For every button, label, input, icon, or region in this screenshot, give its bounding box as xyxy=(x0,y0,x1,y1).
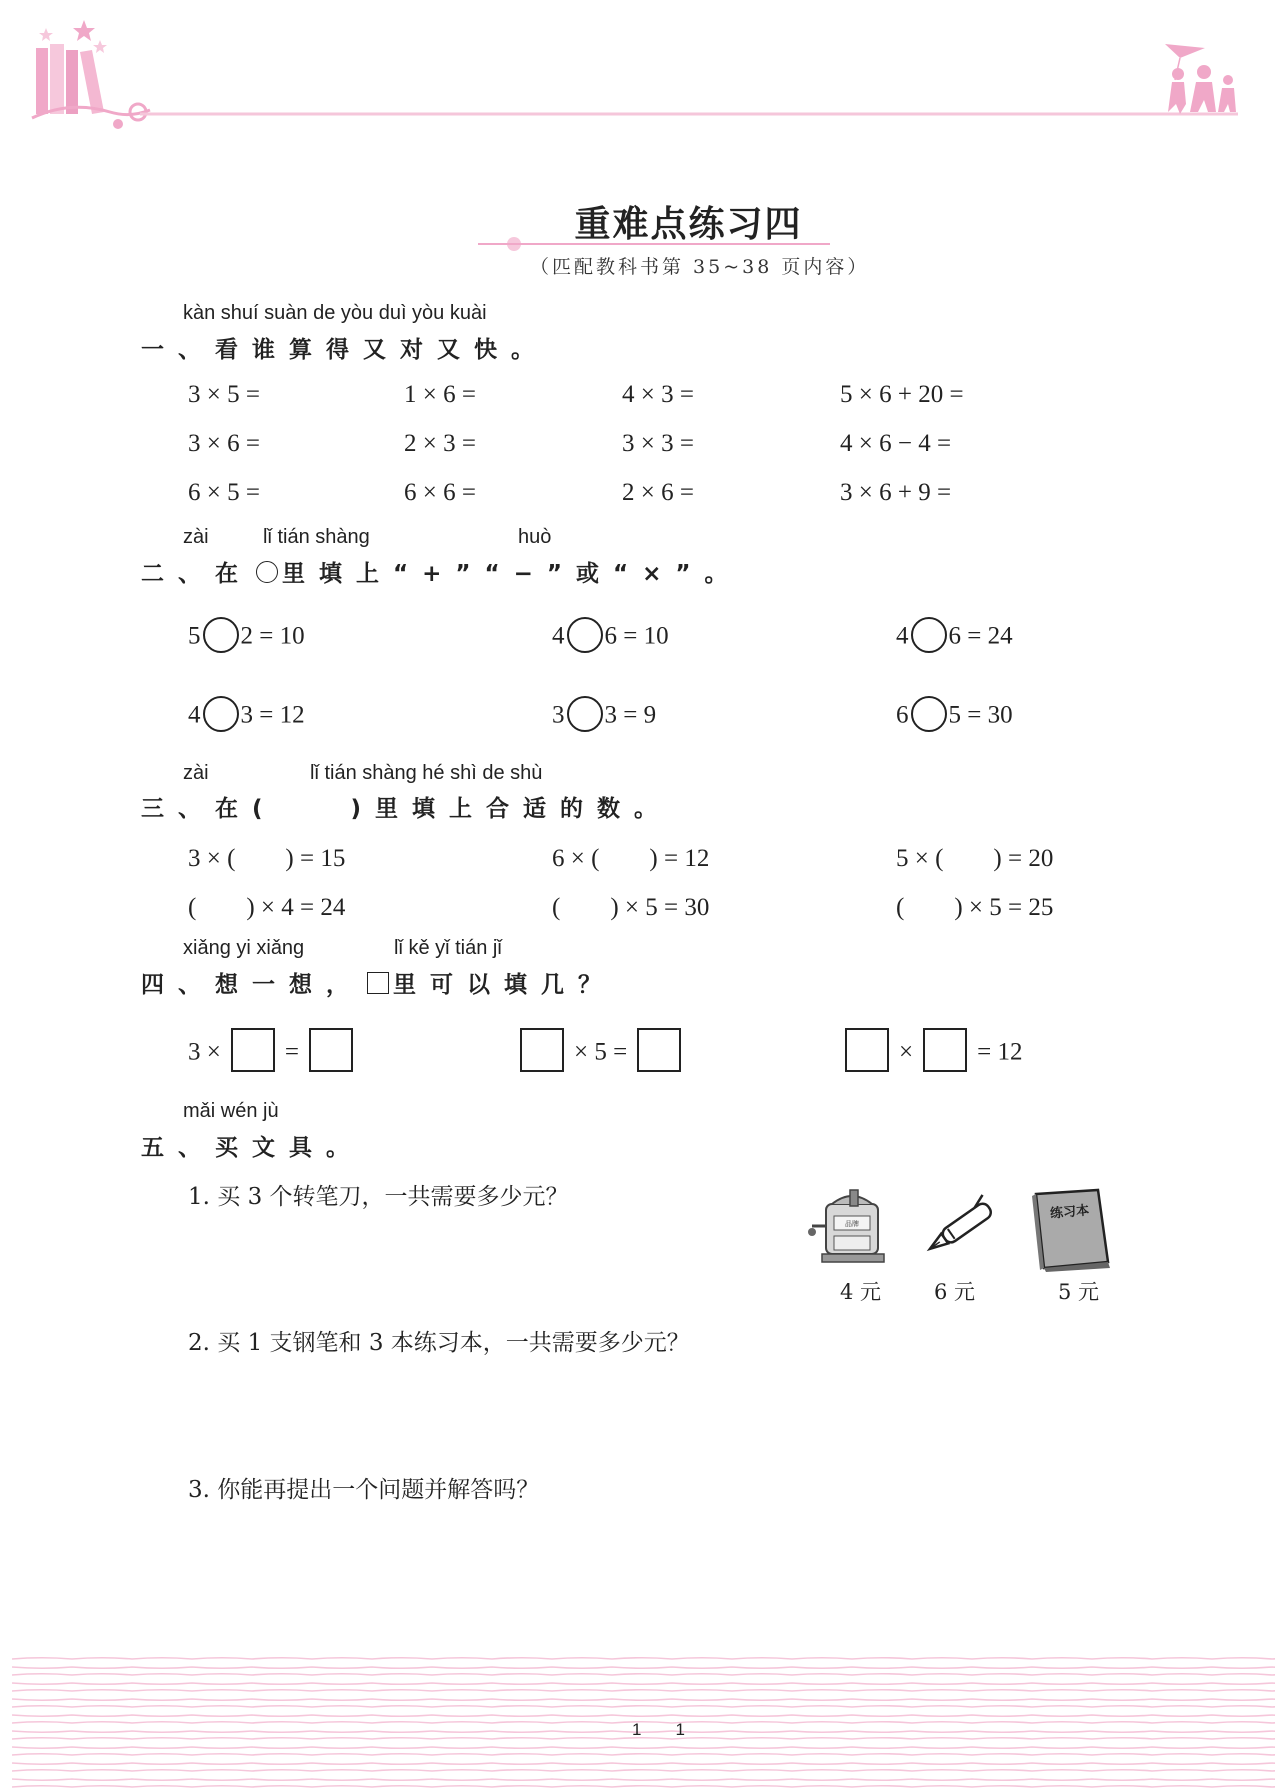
section4-heading xyxy=(141,966,615,999)
s2-operand: 6 = 10 xyxy=(604,622,669,650)
footer-wave-line xyxy=(12,1770,1275,1771)
question-3: 3. 你能再提出一个问题并解答吗？ xyxy=(188,1477,540,1503)
s1-equation: 6 × 5 = xyxy=(188,479,260,506)
section5-heading: 五、买文具。 xyxy=(141,1135,363,1161)
s4-text: × 5 = xyxy=(574,1038,628,1066)
s4-text: × xyxy=(899,1038,914,1066)
s2-operand: 5 xyxy=(188,622,201,650)
s3-equation[interactable]: ( ) × 4 = 24 xyxy=(188,894,346,921)
s4-text: = 12 xyxy=(977,1038,1023,1066)
s1-equation: 4 × 3 = xyxy=(622,381,694,408)
s1-equation: 5 × 6 + 20 = xyxy=(840,381,964,408)
footer-wave-line xyxy=(12,1667,1275,1668)
operator-circle-blank[interactable] xyxy=(567,617,603,653)
section5-pinyin: mǎi wén jù xyxy=(183,1100,279,1122)
answer-box[interactable] xyxy=(923,1028,967,1072)
answer-box[interactable] xyxy=(845,1028,889,1072)
footer-wave-line xyxy=(12,1658,1275,1659)
s2-operand: 4 xyxy=(188,701,201,729)
page-subtitle: （匹配教科书第 35~38 页内容） xyxy=(530,256,870,278)
footer-wave-line xyxy=(12,1699,1275,1700)
s1-equation: 3 × 6 + 9 = xyxy=(840,479,952,506)
s4-equation-1 xyxy=(188,1032,363,1076)
section1-heading: 一、看谁算得又对又快。 xyxy=(141,337,548,363)
page-number: 1 1 xyxy=(632,1720,685,1739)
section2-heading xyxy=(141,555,742,588)
answer-box[interactable] xyxy=(520,1028,564,1072)
page-title: 重难点练习四 xyxy=(574,203,803,245)
section3-pinyin-rest: lǐ tián shàng hé shì de shù xyxy=(310,762,543,784)
s2-item xyxy=(188,699,305,735)
operator-circle-blank[interactable] xyxy=(203,696,239,732)
section2-pinyin-tian: lǐ tián shàng xyxy=(263,526,370,548)
books-flower-icon xyxy=(32,20,150,129)
s1-equation: 3 × 5 = xyxy=(188,381,260,408)
s1-equation: 2 × 6 = xyxy=(622,479,694,506)
notebook-label: 练习本 xyxy=(1049,1203,1090,1222)
s3-equation[interactable]: 5 × ( ) = 20 xyxy=(896,845,1054,872)
s2-item xyxy=(896,620,1013,656)
s2-item xyxy=(188,620,305,656)
answer-box[interactable] xyxy=(637,1028,681,1072)
footer-wave-line xyxy=(12,1706,1275,1707)
footer-wave-line xyxy=(12,1683,1275,1684)
s3-equation[interactable]: ( ) × 5 = 30 xyxy=(552,894,710,921)
s3-equation[interactable]: ( ) × 5 = 25 xyxy=(896,894,1054,921)
square-icon xyxy=(367,972,389,994)
exercise-book-icon xyxy=(1028,1186,1116,1272)
circle-icon xyxy=(256,561,278,583)
s1-equation: 4 × 6 − 4 = xyxy=(840,430,952,457)
s4-equation-3 xyxy=(835,1032,1022,1076)
answer-box[interactable] xyxy=(231,1028,275,1072)
s1-equation: 3 × 6 = xyxy=(188,430,260,457)
question-2: 2. 买 1 支钢笔和 3 本练习本，一共需要多少元？ xyxy=(188,1330,690,1356)
s1-equation: 6 × 6 = xyxy=(404,479,476,506)
s4-text: 3 × xyxy=(188,1038,221,1066)
s1-equation: 2 × 3 = xyxy=(404,430,476,457)
operator-circle-blank[interactable] xyxy=(203,617,239,653)
s3-equation[interactable]: 6 × ( ) = 12 xyxy=(552,845,710,872)
sharpener-label: 品牌 xyxy=(845,1220,859,1228)
price-pen: 6 元 xyxy=(934,1280,976,1304)
section2-heading-b: 里填上“+”“−”或“×”。 xyxy=(282,561,742,587)
s2-operand: 3 xyxy=(552,701,565,729)
s2-item xyxy=(896,699,1013,735)
s1-equation: 3 × 3 = xyxy=(622,430,694,457)
footer-wave-line xyxy=(12,1754,1275,1755)
question-1: 1. 买 3 个转笔刀，一共需要多少元？ xyxy=(188,1184,569,1210)
s2-operand: 3 = 12 xyxy=(240,701,305,729)
s2-item xyxy=(552,699,656,735)
fountain-pen-icon xyxy=(912,1190,1008,1268)
s2-operand: 2 = 10 xyxy=(240,622,305,650)
section3-pinyin-zai: zài xyxy=(183,762,209,784)
s2-operand: 6 = 24 xyxy=(948,622,1013,650)
footer-wave-line xyxy=(12,1763,1275,1764)
footer-wave-line xyxy=(12,1786,1275,1787)
section4-heading-b: 里可以填几？ xyxy=(393,972,615,998)
s1-equation: 1 × 6 = xyxy=(404,381,476,408)
answer-box[interactable] xyxy=(309,1028,353,1072)
s2-item xyxy=(552,620,669,656)
section3-heading: 三、在( )里填上合适的数。 xyxy=(141,796,672,822)
s2-operand: 5 = 30 xyxy=(948,701,1013,729)
section4-pinyin-a: xiǎng yi xiǎng xyxy=(183,937,305,959)
operator-circle-blank[interactable] xyxy=(911,617,947,653)
section4-pinyin-b: lǐ kě yǐ tián jǐ xyxy=(394,937,502,959)
footer-wave-line xyxy=(12,1779,1275,1780)
price-notebook: 5 元 xyxy=(1058,1280,1100,1304)
header-decoration xyxy=(0,0,1287,140)
s2-operand: 4 xyxy=(896,622,909,650)
footer-wave-line xyxy=(12,1690,1275,1691)
s4-text: = xyxy=(284,1038,299,1066)
s2-operand: 6 xyxy=(896,701,909,729)
pencil-sharpener-icon xyxy=(806,1186,892,1270)
s2-operand: 4 xyxy=(552,622,565,650)
price-sharpener: 4 元 xyxy=(840,1280,882,1304)
s4-equation-2 xyxy=(510,1032,691,1076)
footer-wave-line xyxy=(12,1747,1275,1748)
title-underline xyxy=(470,236,840,252)
footer-wave-line xyxy=(12,1674,1275,1675)
operator-circle-blank[interactable] xyxy=(911,696,947,732)
s2-operand: 3 = 9 xyxy=(604,701,657,729)
section2-heading-a: 二、在 xyxy=(141,561,252,587)
section4-heading-a: 四、想一想， xyxy=(141,972,363,998)
operator-circle-blank[interactable] xyxy=(567,696,603,732)
s3-equation[interactable]: 3 × ( ) = 15 xyxy=(188,845,346,872)
section2-pinyin-zai: zài xyxy=(183,526,209,548)
children-kite-icon xyxy=(1165,44,1236,114)
section1-pinyin: kàn shuí suàn de yòu duì yòu kuài xyxy=(183,302,487,324)
section2-pinyin-huo: huò xyxy=(518,526,552,548)
